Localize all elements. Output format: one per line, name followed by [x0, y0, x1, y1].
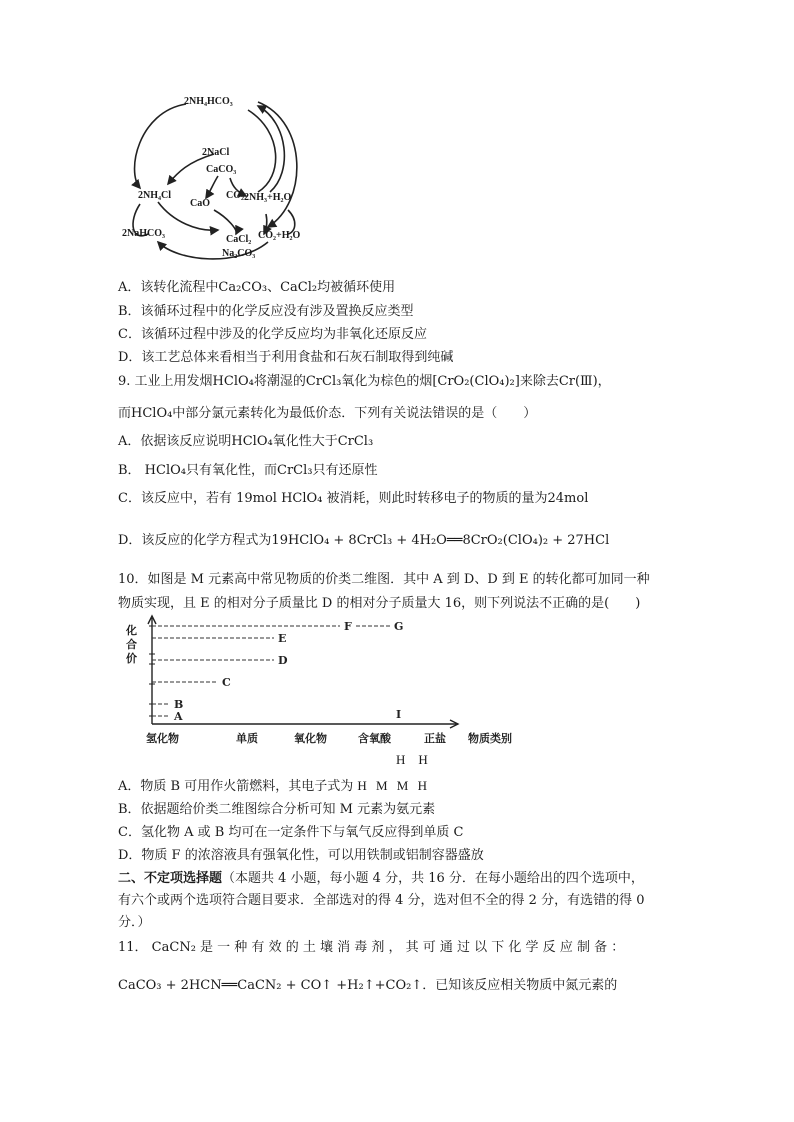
point-label-B: B: [174, 698, 184, 711]
y-axis-label: 化合价: [126, 624, 137, 665]
section2-line1: [118, 871, 644, 887]
label-na2co3: Na₂CO₃: [222, 248, 256, 259]
point-label-G: G: [394, 620, 404, 633]
x-category-1: 单质: [236, 732, 258, 745]
valence-chart: [118, 614, 512, 750]
section2-line2: 有六个或两个选项符合题目要求．全部选对的得 4 分，选对但不全的得 2 分，有选错的得 0: [118, 893, 645, 908]
point-label-A: A: [174, 710, 183, 723]
label-nh3-h2o: 2NH₃+H₂O: [244, 192, 292, 203]
x-category-5: 物质类别: [468, 732, 512, 745]
q10-stem-line1: 10．如图是 M 元素高中常见物质的价类二维图．其中 A 到 D、D 到 E 的转化都可加同一种: [118, 572, 650, 587]
x-category-4: 正盐: [424, 732, 446, 745]
q10-option-a-top-h: H H: [396, 752, 428, 767]
section2-line3: 分．）: [118, 915, 151, 930]
q8-option-c: C．该循环过程中涉及的化学反应均为非氧化还原反应: [118, 327, 427, 342]
cycle-diagram: [118, 92, 318, 272]
label-nh4hco3: 2NH₄HCO₃: [184, 96, 233, 107]
point-label-F: F: [344, 620, 352, 633]
q10-option-a-text: A．物质 B 可用作火箭燃料，其电子式为: [118, 779, 354, 794]
point-label-D: D: [278, 654, 288, 667]
q10-option-d: D．物质 F 的浓溶液具有强氧化性，可以用铁制或铝制容器盛放: [118, 848, 484, 863]
x-category-0: 氢化物: [146, 732, 179, 745]
q8-option-b: B．该循环过程中的化学反应没有涉及置换反应类型: [118, 304, 414, 319]
point-label-C: C: [222, 676, 231, 689]
section2-title: 二、不定项选择题: [118, 871, 223, 886]
point-label-I: I: [396, 708, 402, 721]
q9-option-d: D．该反应的化学方程式为19HClO₄ + 8CrCl₃ + 4H₂O══8CrO₂(ClO₄)₂ + 27HCl: [118, 533, 610, 548]
q10-stem-line2: 物质实现，且 E 的相对分子质量比 D 的相对分子质量大 16，则下列说法不正确的是( ): [118, 596, 641, 611]
label-co2: CO₂: [226, 190, 244, 201]
label-caco3: CaCO₃: [206, 164, 237, 175]
valence-chart-svg: [118, 614, 512, 750]
label-cao: CaO: [190, 198, 210, 209]
q9-option-c: C．该反应中，若有 19mol HClO₄ 被消耗，则此时转移电子的物质的量为24mol: [118, 491, 589, 506]
q11-line2: CaCO₃ + 2HCN══CaCN₂ + CO↑ +H₂↑+CO₂↑．已知该反应相关物质中氮元素的: [118, 978, 618, 993]
q8-option-a: A．该转化流程中Ca₂CO₃、CaCl₂均被循环使用: [118, 280, 396, 295]
q9-stem-line2: 而HClO₄中部分氯元素转化为最低价态．下列有关说法错误的是（ ）: [118, 406, 537, 421]
q10-option-a: [118, 778, 430, 795]
section2-instructions: （本题共 4 小题，每小题 4 分，共 16 分．在每小题给出的四个选项中，: [222, 871, 644, 886]
q9-option-b: B． HClO₄只有氧化性，而CrCl₃只有还原性: [118, 463, 378, 478]
q10-option-b: B．依据题给价类二维图综合分析可知 M 元素为氨元素: [118, 802, 436, 817]
label-nahco3: 2NaHCO₃: [122, 228, 165, 239]
x-category-2: 氧化物: [294, 732, 327, 745]
q9-option-a: A．依据该反应说明HClO₄氧化性大于CrCl₃: [118, 434, 374, 449]
label-nh4cl: 2NH₄Cl: [138, 190, 171, 201]
x-category-3: 含氧酸: [358, 732, 391, 745]
q11-line1: 11． CaCN₂ 是 一 种 有 效 的 土 壤 消 毒 剂 ， 其 可 通 过 以 下 化 学 反 应 制 备 ：: [118, 940, 625, 955]
point-label-E: E: [278, 632, 287, 645]
q9-stem-line1: 9. 工业上用发烟HClO₄将潮湿的CrCl₃氧化为棕色的烟[CrO₂(ClO₄)₂]来除去Cr(Ⅲ)，: [118, 374, 611, 389]
label-co2-h2o: CO₂+H₂O: [258, 230, 301, 241]
q10-option-a-electron-formula: H M M H: [357, 778, 431, 793]
label-nacl: 2NaCl: [202, 147, 230, 158]
label-cacl2: CaCl₂: [226, 234, 252, 245]
q8-option-d: D．该工艺总体来看相当于利用食盐和石灰石制取得到纯碱: [118, 350, 454, 365]
q10-option-c: C．氢化物 A 或 B 均可在一定条件下与氧气反应得到单质 C: [118, 825, 464, 840]
cycle-arrows: [118, 92, 318, 272]
